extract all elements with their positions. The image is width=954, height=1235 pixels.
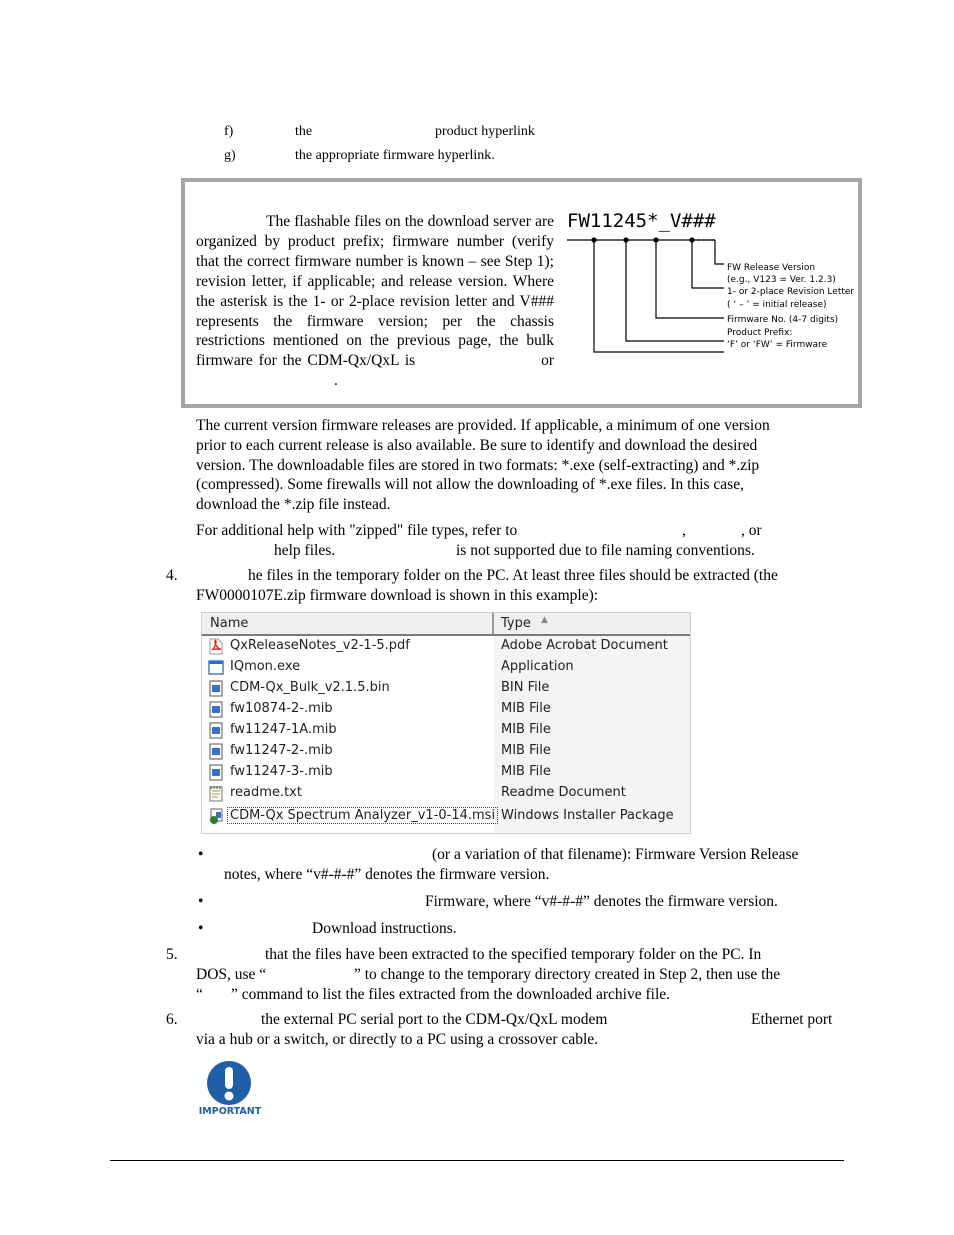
bullet-glyph: • xyxy=(198,920,204,937)
file-type: MIB File xyxy=(501,764,551,779)
file-row[interactable] xyxy=(202,741,690,762)
label-release-version: FW Release Version xyxy=(727,263,816,273)
file-name: fw11247-1A.mib xyxy=(230,722,337,737)
important-label: IMPORTANT xyxy=(198,1106,262,1117)
installer-icon xyxy=(208,808,224,825)
column-header-name[interactable]: Name xyxy=(210,616,249,631)
file-type: Application xyxy=(501,659,574,674)
column-separator[interactable] xyxy=(492,613,494,634)
file-type: MIB File xyxy=(501,743,551,758)
paragraph-firmware-releases: The current version firmware releases are provided. If applicable, a minimum of one version prior to each current release is also available. Be sure to identify and download the desired version. The downloadable files are stored in two formats: *.exe (self-extracting) and *.zip (compressed). Some firewalls will not allow the downloading of *.exe files. In this case, download the *.zip file instead. xyxy=(196,417,770,514)
label-prefix-example: ‘F’ or ‘FW’ = Firmware xyxy=(727,340,828,350)
step-5: 5. that the files have been extracted to the specified temporary folder on the PC. In DOS, use “ ” to change to the temporary directory created in Step 2, then use the “ ” command to list the files extracted from the downloaded archive file. xyxy=(166,946,781,1003)
file-name: fw11247-3-.mib xyxy=(230,764,333,779)
explorer-header xyxy=(202,613,690,636)
file-type: Windows Installer Package xyxy=(501,808,674,823)
file-type: Readme Document xyxy=(501,785,626,800)
file-row[interactable] xyxy=(202,657,690,678)
list-text: the appropriate firmware hyperlink. xyxy=(295,148,495,163)
step-number: 5. xyxy=(166,946,178,963)
file-row[interactable] xyxy=(202,762,690,783)
naming-diagram-svg xyxy=(567,204,857,384)
file-row[interactable] xyxy=(202,678,690,699)
file-name: CDM-Qx Spectrum Analyzer_v1-0-14.msi xyxy=(230,808,496,823)
label-firmware-number: Firmware No. (4-7 digits) xyxy=(727,315,839,325)
firmware-naming-diagram xyxy=(567,204,857,384)
bullet-glyph: • xyxy=(198,893,204,910)
footer-rule xyxy=(110,1160,844,1161)
list-text: the xyxy=(295,124,313,139)
mib-file-icon xyxy=(208,743,224,760)
file-explorer-screenshot xyxy=(201,612,691,834)
label-release-example: (e.g., V123 = Ver. 1.2.3) xyxy=(727,275,836,285)
mib-file-icon xyxy=(208,764,224,781)
file-name: CDM-Qx_Bulk_v2.1.5.bin xyxy=(230,680,390,695)
file-type: MIB File xyxy=(501,722,551,737)
file-name: fw11247-2-.mib xyxy=(230,743,333,758)
paragraph-zip-help: For additional help with "zipped" file types, refer to , , or help files. is not supported due to file naming conventions. xyxy=(196,522,762,559)
step-6: 6. the external PC serial port to the CDM-Qx/QxL modem Ethernet port via a hub or a switch, or directly to a PC using a crossover cable. xyxy=(166,1011,833,1048)
list-marker: f) xyxy=(224,124,234,139)
note-text: The flashable files on the download server are organized by product prefix; firmware number (verify that the correct firmware number is known – see Step 1); revision letter, if applicable; and release version. Where the asterisk is the 1- or 2-place revision letter and V### represents the firmware version; per the chassis restrictions mentioned on the previous page, the bulk firmware for the CDM-Qx/QxL is or. xyxy=(196,213,554,390)
file-type: BIN File xyxy=(501,680,550,695)
file-type: Adobe Acrobat Document xyxy=(501,638,668,653)
file-row[interactable] xyxy=(202,720,690,741)
file-name: readme.txt xyxy=(230,785,302,800)
column-header-type[interactable]: Type xyxy=(501,616,531,631)
bullet-release-notes: • (or a variation of that filename): Firmware Version Release notes, where “v#-#-#” denotes the firmware version. xyxy=(198,846,799,883)
list-marker: g) xyxy=(224,148,236,163)
file-type: MIB File xyxy=(501,701,551,716)
mib-file-icon xyxy=(208,722,224,739)
product-hyperlink-text: product hyperlink xyxy=(435,124,535,139)
file-row-selected[interactable] xyxy=(202,806,690,827)
file-name: QxReleaseNotes_v2-1-5.pdf xyxy=(230,638,410,653)
sort-ascending-icon: ▲ xyxy=(541,615,548,625)
note-box xyxy=(181,178,862,408)
exclamation-icon xyxy=(197,1060,263,1106)
bullet-glyph: • xyxy=(198,846,204,863)
application-icon xyxy=(208,659,224,676)
mib-file-icon xyxy=(208,701,224,718)
step-number: 4. xyxy=(166,567,178,584)
label-initial-release: ( ‘ – ’ = initial release) xyxy=(727,300,827,310)
file-row[interactable] xyxy=(202,636,690,657)
pdf-icon xyxy=(208,638,224,655)
label-product-prefix: Product Prefix: xyxy=(727,328,793,338)
step-number: 6. xyxy=(166,1011,178,1028)
label-revision-letter: 1- or 2-place Revision Letter xyxy=(727,287,855,297)
bin-file-icon xyxy=(208,680,224,697)
file-row[interactable] xyxy=(202,699,690,720)
diagram-title: FW11245*_V### xyxy=(567,210,716,232)
important-notice xyxy=(197,1060,263,1120)
file-name: IQmon.exe xyxy=(230,659,301,674)
file-row[interactable] xyxy=(202,783,690,804)
text-file-icon xyxy=(208,785,224,802)
file-name: fw10874-2-.mib xyxy=(230,701,333,716)
